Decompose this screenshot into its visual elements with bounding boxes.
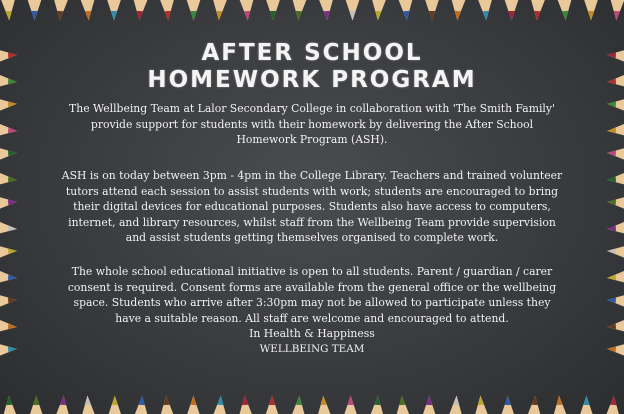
pencil	[53, 395, 71, 414]
pencil	[0, 315, 17, 334]
pencil	[504, 0, 519, 21]
signoff-text: In Health & Happiness	[249, 327, 375, 340]
pencil	[394, 395, 412, 414]
pencil	[27, 0, 42, 21]
pencil	[607, 315, 624, 334]
pencil	[422, 396, 437, 414]
pencil	[446, 395, 464, 414]
pencil	[29, 396, 44, 414]
pencil	[238, 0, 256, 21]
pencil	[52, 0, 70, 21]
pencil	[1, 395, 19, 414]
pencil	[186, 396, 201, 414]
pencil	[132, 0, 150, 21]
pencil	[556, 0, 574, 21]
pencil	[211, 0, 229, 21]
pencil	[159, 395, 177, 414]
pencil	[425, 0, 440, 21]
pencil	[473, 395, 491, 414]
pencil	[607, 342, 624, 359]
pencil	[0, 146, 17, 164]
pencil	[500, 396, 515, 414]
pencil	[0, 195, 17, 212]
pencil	[579, 396, 594, 414]
pencil	[0, 244, 17, 262]
pencil	[584, 0, 599, 21]
pencil	[0, 342, 17, 359]
pencil	[607, 244, 624, 262]
poster-title-line1: AFTER SCHOOL	[201, 40, 423, 66]
pencil	[0, 97, 17, 115]
pencil	[367, 395, 385, 414]
pencil	[316, 395, 334, 414]
pencil	[266, 0, 281, 21]
pencil	[607, 146, 624, 164]
pencil	[158, 0, 176, 21]
pencil	[607, 119, 624, 138]
pencil	[0, 119, 17, 138]
pencil	[107, 0, 122, 21]
pencil	[450, 0, 468, 21]
pencil	[370, 0, 388, 21]
pencil	[607, 195, 624, 212]
pencil	[607, 266, 624, 285]
pencil	[237, 395, 255, 414]
pencil	[476, 0, 494, 21]
eligibility-paragraph: The whole school educational initiative is open to all students. Parent / guardian / carer consent is required. Consent forms are available from the general office or the wellbeing space. Students who arrive after 3:30pm may not be allowed to participate unless they have a suitable reason. All staff are welcome and encouraged to attend.	[67, 265, 557, 325]
pencil	[607, 217, 624, 236]
team-name: WELLBEING TEAM	[259, 343, 365, 355]
pencil	[529, 0, 547, 21]
pencil	[131, 395, 149, 414]
pencil	[345, 0, 360, 21]
pencil	[265, 396, 280, 414]
pencil	[552, 395, 570, 414]
pencil	[79, 0, 97, 21]
pencil	[80, 395, 98, 414]
pencil	[210, 395, 228, 414]
pencil	[0, 266, 17, 285]
pencil	[524, 395, 542, 414]
pencil	[397, 0, 415, 21]
pencil	[0, 217, 17, 236]
schedule-paragraph: ASH is on today between 3pm - 4pm in the College Library. Teachers and trained volunteer tutors attend each session to assist students with work; students are encouraged to bring their digital devices for educational purposes. Students also have access to computers, internet, and library resources, whilst staff from the Wellbeing Team provide supervision and assist students getting themselves organised to complete work.	[61, 169, 563, 244]
poster-title-line2: HOMEWORK PROGRAM	[147, 67, 477, 93]
pencil	[317, 0, 335, 21]
pencil	[186, 0, 201, 21]
pencil	[289, 395, 307, 414]
pencil	[603, 395, 621, 414]
pencil	[607, 168, 624, 187]
pencil	[0, 293, 17, 311]
pencil	[607, 97, 624, 115]
pencil	[0, 168, 17, 187]
pencil	[343, 396, 358, 414]
pencil	[609, 0, 624, 21]
pencil	[607, 293, 624, 311]
pencil	[291, 0, 309, 21]
intro-paragraph: The Wellbeing Team at Lalor Secondary College in collaboration with 'The Smith Family' provide support for students with their homework by delivering the After School Homework Program (ASH).	[69, 102, 555, 146]
pencil	[107, 396, 122, 414]
pencil	[0, 0, 17, 21]
